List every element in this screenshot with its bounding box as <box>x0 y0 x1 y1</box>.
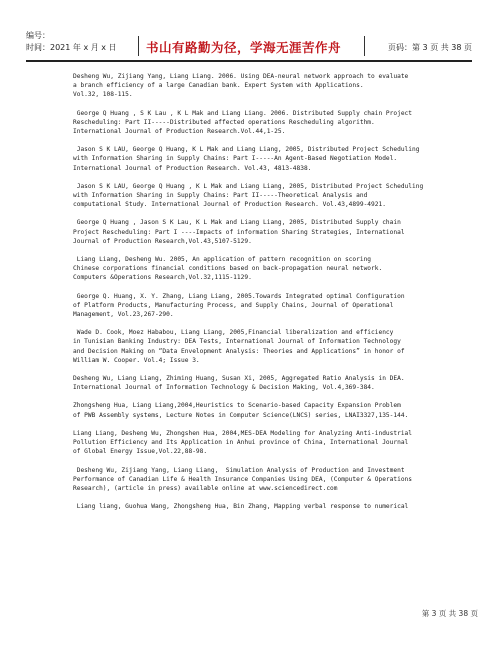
page-footer: 第 3 页 共 38 页 <box>421 609 478 618</box>
reference-entry: Desheng Wu, Zijiang Yang, Liang Liang. 2006. Using DEA-neural network approach to evaluate a branch efficiency of a large Canadian bank. Expert System with Applications. Vol.32, 108-115. <box>73 73 409 99</box>
reference-entry: Liang liang, Guohua Wang, Zhongsheng Hua, Bin Zhang, Mapping verbal response to numerical <box>73 503 409 511</box>
document-time-label: 时间：2021 年 x 月 x 日 <box>26 43 117 52</box>
header-divider-right <box>364 36 365 56</box>
page-header <box>26 30 472 62</box>
reference-list <box>73 72 493 520</box>
reference-entry: Liang Liang, Desheng Wu. 2005, An application of pattern recognition on scoring Chinese corporations financial conditions based on back-propagation neural network. Computers &Operations Research,Vol.32,1115-1129. <box>73 256 383 282</box>
document-number-label: 编号： <box>26 31 50 40</box>
reference-entry: Liang Liang, Desheng Wu, Zhongshen Hua, 2004,MES-DEA Modeling for Analyzing Anti-industrial Pollution Efficiency and Its Application in Anhui province of China, International Journal of Global Energy Issue,Vol.22,88-98. <box>73 429 412 456</box>
reference-entry: Wade D. Cook, Moez Hababou, Liang Liang, 2005,Financial liberalization and efficiency in Tunisian Banking Industry: DEA Tests, International Journal of Information Technology and Decision Making on “Data Envelopment Analysis: Theories and Applications” in honor of William W. Cooper. Vol.4; Issue 3. <box>73 329 405 364</box>
reference-entry: Desheng Wu, Liang Liang, Zhiming Huang, Susan Xi, 2005, Aggregated Ratio Analysis in DEA. International Journal of Information Technology & Decision Making, Vol.4,369-384. <box>73 375 405 392</box>
reference-entry: George Q Huang , Jason S K Lau, K L Mak and Liang Liang, 2005, Distributed Supply chain Project Rescheduling: Part I ----Impacts of information Sharing Strategies, International Journal of Production Research,Vol.43,5107-5129. <box>73 219 405 245</box>
header-divider-left <box>138 36 139 56</box>
header-page-info: 页码：第 3 页 共 38 页 <box>388 43 472 52</box>
reference-entry: George Q Huang , S K Lau , K L Mak and Liang Liang. 2006. Distributed Supply chain Project Rescheduling: Part II-----Distributed affected operations Rescheduling algorithm. International Journal of Production Research.Vol.44,1-25. <box>73 109 413 136</box>
header-left-info <box>26 30 117 54</box>
reference-entry: Jason S K LAU, George Q Huang , K L Mak and Liang Liang, 2005, Distributed Project Scheduling with Information Sharing in Supply Chains: Part II-----Theoretical Analysis and computational Study. International Journal of Production Research. Vol.43,4899-4921. <box>73 182 424 209</box>
reference-entry: Jason S K LAU, George Q Huang, K L Mak and Liang Liang, 2005, Distributed Project Scheduling with Information Sharing in Supply Chains: Part I-----An Agent-Based Negotiation Model. International Journal of Production Research. Vol.43, 4813-4838. <box>73 146 420 172</box>
header-motto: 书山有路勤为径，学海无涯苦作舟 <box>146 40 342 55</box>
reference-entry: Desheng Wu, Zijiang Yang, Liang Liang, Simulation Analysis of Production and Investment Performance of Canadian Life & Health Insurance Companies Using DEA, (Computer & Operations Research), (article in press) available online at www.sciencedirect.com <box>73 466 412 492</box>
reference-entry: George Q. Huang, X. Y. Zhang, Liang Liang, 2005.Towards Integrated optimal Configuration of Platform Products, Manufacturing Process, and Supply Chains, Journal of Operational Management, Vol.23,267-290. <box>73 292 405 319</box>
reference-entry: Zhongsheng Hua, Liang Liang,2004,Heuristics to Scenario-based Capacity Expansion Problem of PWB Assembly systems, Lecture Notes in Computer Science(LNCS) series, LNAI3327,135-144. <box>73 402 409 419</box>
